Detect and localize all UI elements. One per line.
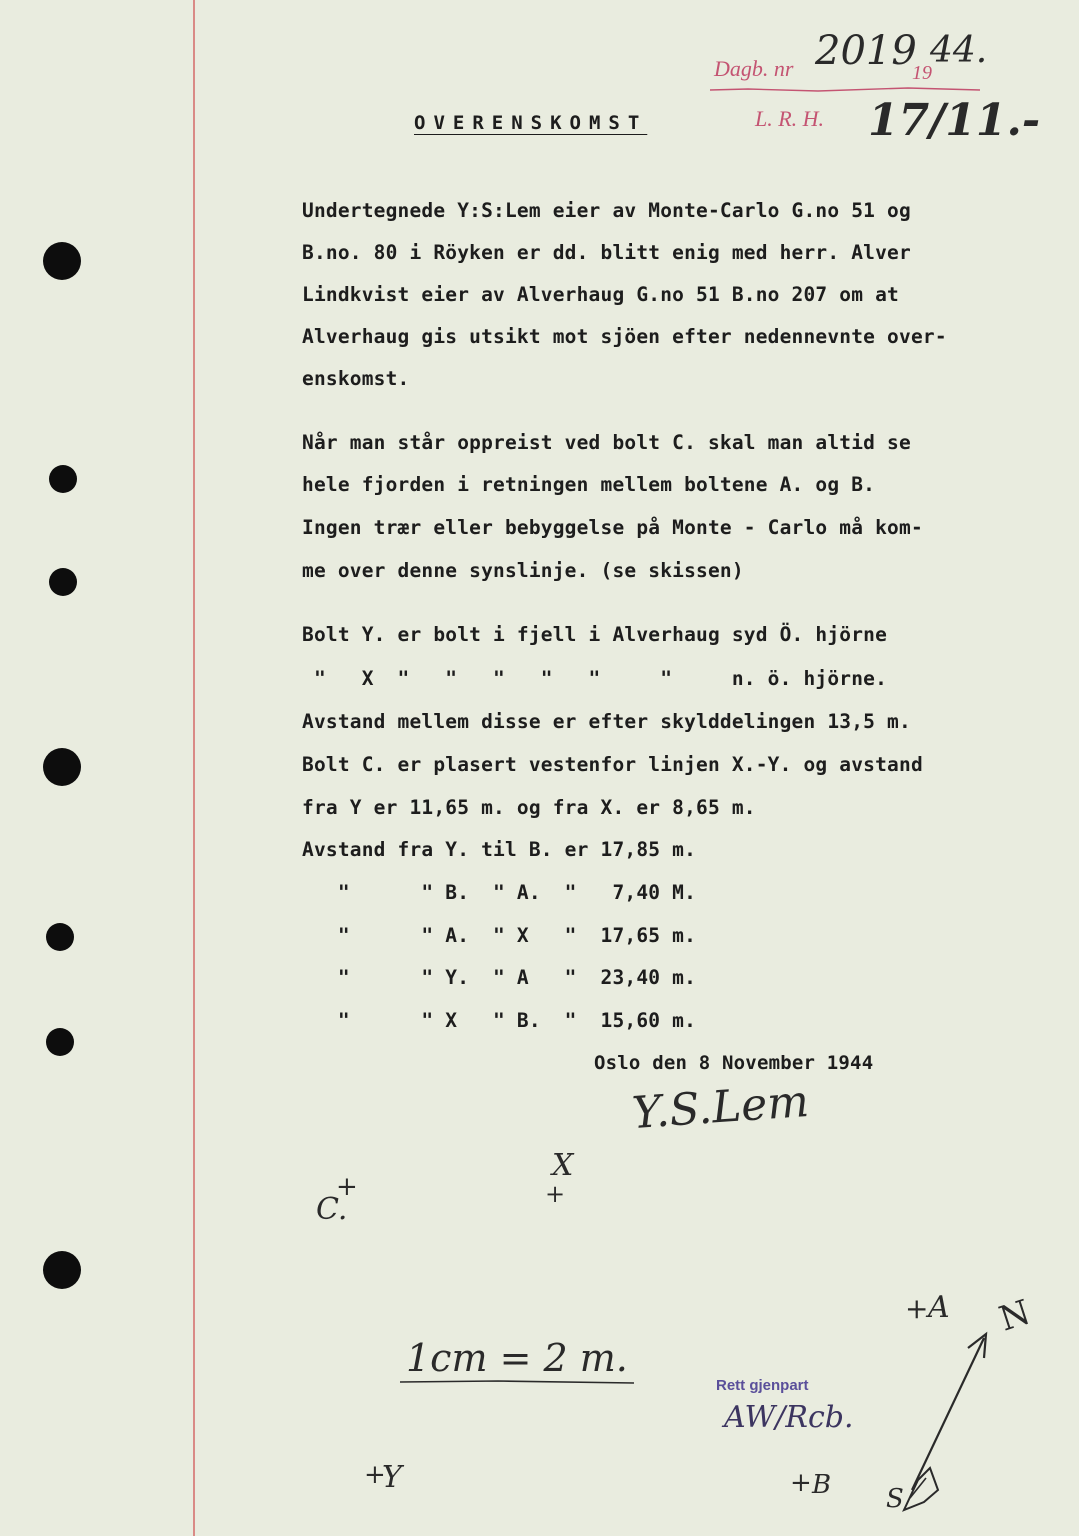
text-line: B.no. 80 i Röyken er dd. blitt enig med herr. Alver (302, 241, 911, 264)
stamp-date: 17/11.- (868, 95, 1041, 146)
signature: Y.S.Lem (630, 1075, 811, 1140)
punch-hole (43, 748, 81, 786)
stamp-underline (708, 80, 988, 100)
text-line: enskomst. (302, 367, 410, 390)
text-line: Bolt C. er plasert vestenfor linjen X.-Y. og avstand (302, 753, 923, 776)
punch-hole (43, 242, 81, 280)
north-label: N (994, 1292, 1036, 1340)
sketch-cross-x: + (545, 1180, 566, 1208)
south-label: S (886, 1484, 904, 1514)
sketch-scale: 1cm = 2 m. (406, 1336, 628, 1380)
sketch-label-y: Y (382, 1460, 402, 1495)
lrh-label: L. R. H. (755, 106, 825, 131)
punch-hole (46, 923, 74, 951)
text-line: Avstand fra Y. til B. er 17,85 m. (302, 838, 697, 861)
year-label: 19 (912, 62, 932, 84)
scale-underline (398, 1376, 638, 1388)
text-line: " " A. " X " 17,65 m. (302, 924, 697, 947)
place-date: Oslo den 8 November 1944 (594, 1052, 874, 1074)
document-title: OVERENSKOMST (414, 112, 648, 134)
sketch-cross-a: + (905, 1292, 929, 1325)
punch-hole (49, 465, 77, 493)
text-line: " " X " B. " 15,60 m. (302, 1009, 697, 1032)
punch-hole (49, 568, 77, 596)
text-line: " " B. " A. " 7,40 M. (302, 881, 697, 904)
text-line: Lindkvist eier av Alverhaug G.no 51 B.no 207 om at (302, 283, 899, 306)
sketch-label-b: B (812, 1470, 832, 1500)
sketch-cross-c: + (336, 1172, 358, 1202)
dagb-number: 2019 (815, 28, 917, 74)
text-line: " " Y. " A " 23,40 m. (302, 966, 697, 989)
dagb-label: Dagb. nr (714, 56, 794, 81)
certification-initials: AW/Rcb. (724, 1400, 854, 1435)
text-line: Ingen trær eller bebyggelse på Monte - Carlo må kom- (302, 516, 923, 539)
sketch-label-c: C. (316, 1192, 348, 1227)
text-line: Avstand mellem disse er efter skylddelingen 13,5 m. (302, 710, 911, 733)
text-line: Bolt Y. er bolt i fjell i Alverhaug syd Ö. hjörne (302, 623, 888, 646)
sketch-cross-y: + (364, 1460, 386, 1490)
sketch-label-a: A (928, 1290, 950, 1325)
text-line: me over denne synslinje. (se skissen) (302, 559, 744, 582)
stamp-year: 44. (930, 30, 988, 71)
sketch-cross-b: + (790, 1468, 812, 1498)
text-line: hele fjorden i retningen mellem boltene A. og B. (302, 473, 876, 496)
red-margin-line (193, 0, 195, 1536)
sketch-label-x: X (552, 1148, 574, 1183)
text-line: Undertegnede Y:S:Lem eier av Monte-Carlo G.no 51 og (302, 199, 911, 222)
text-line: Når man står oppreist ved bolt C. skal man altid se (302, 431, 911, 454)
punch-hole (46, 1028, 74, 1056)
punch-hole (43, 1251, 81, 1289)
text-line: " X " " " " " " n. ö. hjörne. (302, 667, 888, 690)
text-line: Alverhaug gis utsikt mot sjöen efter nedennevnte over- (302, 325, 947, 348)
text-line: fra Y er 11,65 m. og fra X. er 8,65 m. (302, 796, 756, 819)
certification-stamp: Rett gjenpart (716, 1377, 809, 1394)
